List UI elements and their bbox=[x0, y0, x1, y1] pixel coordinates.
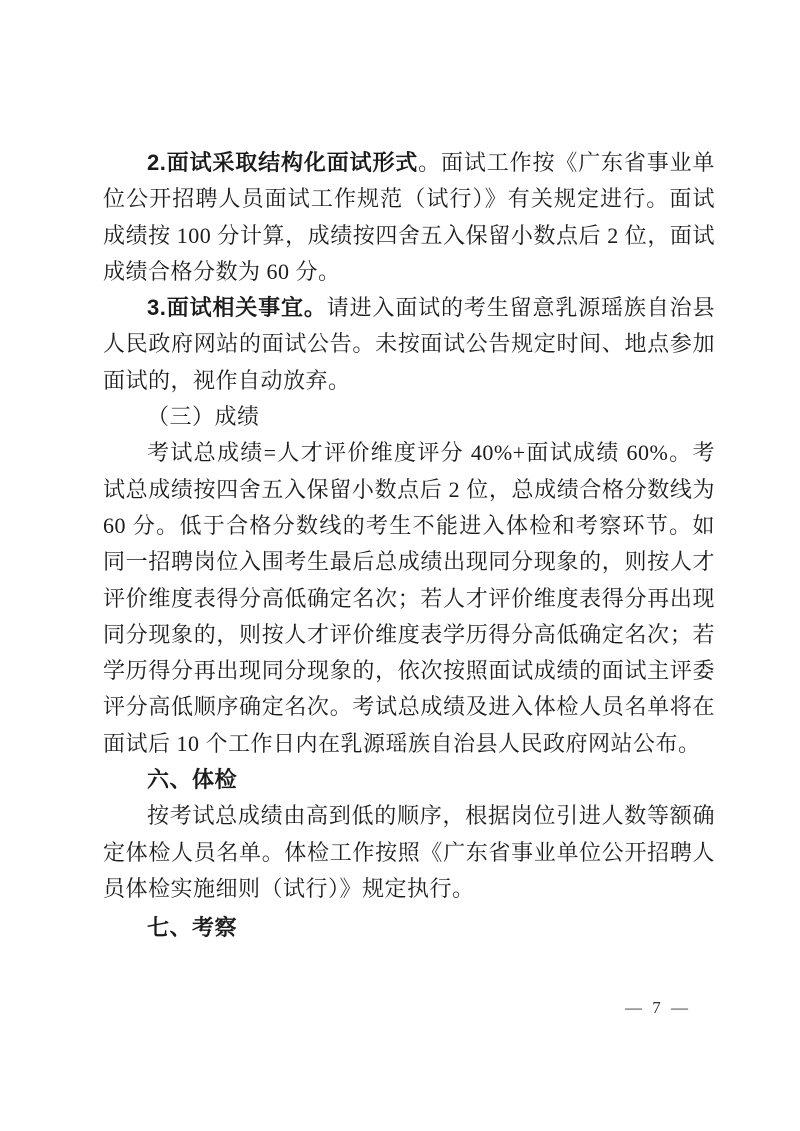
paragraph-total-score-rules: 考试总成绩=人才评价维度评分 40%+面试成绩 60%。考试总成绩按四舍五入保留小数点后 2 位，总成绩合格分数线为 60 分。低于合格分数线的考生不能进入体检和考察环节。如同一招聘岗位入围考生最后总成绩出现同分现象的，则按人才评价维度表得分高低确定名次；若人才评价维度表得分再出现同分现象的，则按人才评价维度表学历得分高低确定名次；若学历得分再出现同分现象的，依次按照面试成绩的面试主评委评分高低顺序确定名次。考试总成绩及进入体检人员名单将在面试后 10 个工作日内在乳源瑶族自治县人民政府网站公布。 bbox=[103, 440, 715, 756]
page-number: — 7 — bbox=[625, 998, 691, 1017]
paragraph-interview-format-lead: 2.面试采取结构化面试形式 bbox=[147, 150, 419, 175]
paragraph-physical-exam: 按考试总成绩由高到低的顺序，根据岗位引进人数等额确定体检人员名单。体检工作按照《广东省事业单位公开招聘人员体检实施细则（试行）》规定执行。 bbox=[103, 803, 715, 901]
paragraph-interview-notes-text: 请进入面试的考生留意乳源瑶族自治县人民政府网站的面试公告。未按面试公告规定时间、地点参加面试的，视作自动放弃。 bbox=[103, 295, 715, 393]
paragraph-interview-notes-lead: 3.面试相关事宜。 bbox=[147, 295, 327, 321]
section-heading-physical-exam: 六、体检 bbox=[147, 767, 238, 793]
document-body bbox=[103, 145, 715, 947]
sub-heading-scores: （三）成绩 bbox=[147, 404, 260, 430]
section-heading-inspection: 七、考察 bbox=[147, 915, 238, 941]
paragraph-interview-notes bbox=[103, 290, 715, 399]
paragraph-interview-format bbox=[103, 145, 715, 290]
paragraph-interview-format-text: 。面试工作按《广东省事业单位公开招聘人员面试工作规范（试行）》有关规定进行。面试成绩按 100 分计算，成绩按四舍五入保留小数点后 2 位，面试成绩合格分数为 60 分。 bbox=[103, 150, 715, 284]
